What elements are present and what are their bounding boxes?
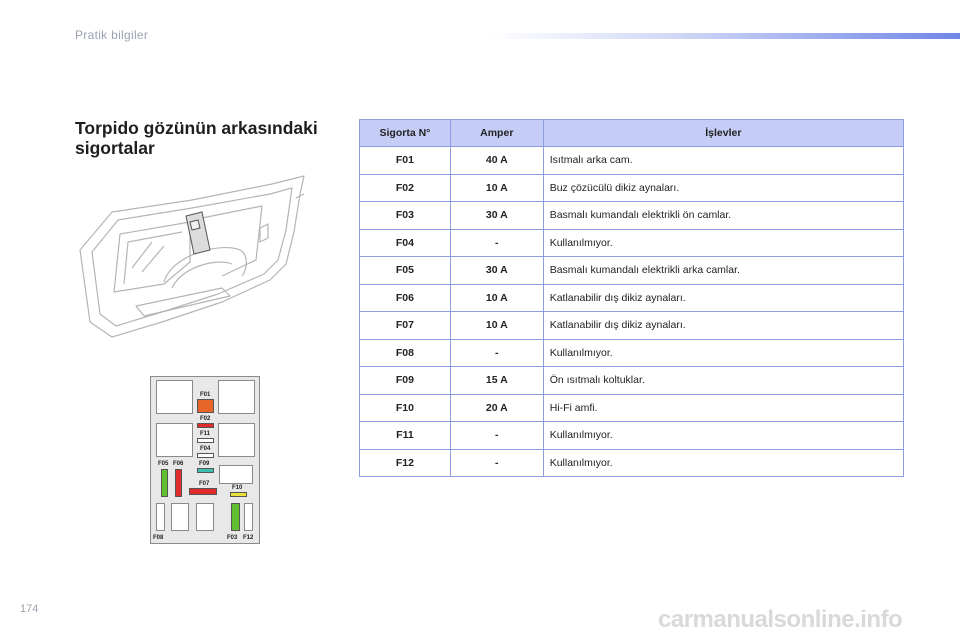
function-cell: Ön ısıtmalı koltuklar.	[543, 367, 903, 395]
fuse-label-f12: F12	[243, 535, 254, 541]
fuse-label-f01: F01	[200, 392, 211, 398]
function-cell: Katlanabilir dış dikiz aynaları.	[543, 312, 903, 340]
fuse-f02	[197, 423, 214, 428]
fuse-f11	[197, 438, 214, 443]
fuse-f03	[231, 503, 240, 531]
function-cell: Isıtmalı arka cam.	[543, 147, 903, 175]
page-title: Torpido gözünün arkasındaki sigortalar	[75, 118, 318, 158]
amperage-cell: -	[450, 229, 543, 257]
amperage-cell: 30 A	[450, 202, 543, 230]
table-row	[360, 229, 904, 257]
header-amperage: Amper	[450, 120, 543, 147]
table-row	[360, 422, 904, 450]
glovebox-illustration	[72, 172, 312, 342]
function-cell: Kullanılmıyor.	[543, 339, 903, 367]
amperage-cell: 20 A	[450, 394, 543, 422]
watermark: carmanualsonline.info	[658, 606, 903, 633]
fuse-number-cell: F04	[360, 229, 451, 257]
fuse-table	[359, 119, 904, 477]
amperage-cell: 10 A	[450, 312, 543, 340]
amperage-cell: 40 A	[450, 147, 543, 175]
fuse-label-f07: F07	[199, 481, 210, 487]
function-cell: Kullanılmıyor.	[543, 229, 903, 257]
section-label: Pratik bilgiler	[75, 28, 149, 42]
fuse-f10	[230, 492, 247, 497]
fuse-label-f11: F11	[200, 431, 211, 437]
table-row	[360, 394, 904, 422]
table-row	[360, 284, 904, 312]
fuse-number-cell: F03	[360, 202, 451, 230]
function-cell: Katlanabilir dış dikiz aynaları.	[543, 284, 903, 312]
function-cell: Kullanılmıyor.	[543, 449, 903, 477]
amperage-cell: -	[450, 449, 543, 477]
fuse-label-f04: F04	[200, 446, 211, 452]
fuse-label-f10: F10	[232, 485, 243, 491]
fuse-label-f02: F02	[200, 416, 211, 422]
table-row	[360, 367, 904, 395]
fuse-f09	[197, 468, 214, 473]
fuse-label-f09: F09	[199, 461, 210, 467]
table-row	[360, 174, 904, 202]
fuse-box-diagram	[150, 376, 260, 544]
table-row	[360, 339, 904, 367]
header-fuse-number: Sigorta N°	[360, 120, 451, 147]
fuse-number-cell: F01	[360, 147, 451, 175]
page-number: 174	[20, 603, 39, 615]
fuse-label-f05: F05	[158, 461, 169, 467]
fuse-number-cell: F07	[360, 312, 451, 340]
fuse-f07	[189, 488, 217, 495]
amperage-cell: 30 A	[450, 257, 543, 285]
fuse-label-f06: F06	[173, 461, 184, 467]
fuse-f01	[197, 399, 214, 413]
amperage-cell: -	[450, 422, 543, 450]
amperage-cell: -	[450, 339, 543, 367]
fuse-number-cell: F12	[360, 449, 451, 477]
fuse-label-f03: F03	[227, 535, 238, 541]
function-cell: Kullanılmıyor.	[543, 422, 903, 450]
fuse-number-cell: F06	[360, 284, 451, 312]
fuse-number-cell: F11	[360, 422, 451, 450]
fuse-number-cell: F08	[360, 339, 451, 367]
header-accent-bar	[490, 33, 960, 39]
fuse-f05	[161, 469, 168, 497]
table-row	[360, 147, 904, 175]
fuse-number-cell: F09	[360, 367, 451, 395]
header-functions: İşlevler	[543, 120, 903, 147]
function-cell: Basmalı kumandalı elektrikli arka camlar.	[543, 257, 903, 285]
table-row	[360, 312, 904, 340]
function-cell: Basmalı kumandalı elektrikli ön camlar.	[543, 202, 903, 230]
amperage-cell: 10 A	[450, 174, 543, 202]
amperage-cell: 15 A	[450, 367, 543, 395]
table-header-row	[360, 120, 904, 147]
fuse-number-cell: F02	[360, 174, 451, 202]
function-cell: Buz çözücülü dikiz aynaları.	[543, 174, 903, 202]
table-row	[360, 449, 904, 477]
fuse-f04	[197, 453, 214, 458]
table-row	[360, 202, 904, 230]
table-row	[360, 257, 904, 285]
function-cell: Hi-Fi amfi.	[543, 394, 903, 422]
fuse-number-cell: F05	[360, 257, 451, 285]
table-body	[360, 147, 904, 477]
fuse-label-f08: F08	[153, 535, 164, 541]
amperage-cell: 10 A	[450, 284, 543, 312]
fuse-number-cell: F10	[360, 394, 451, 422]
fuse-f06	[175, 469, 182, 497]
